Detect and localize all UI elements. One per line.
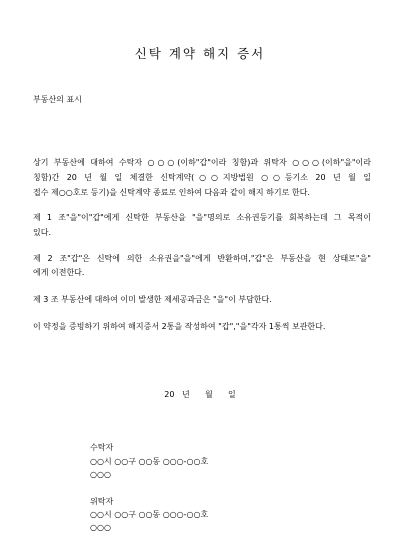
article-1-line-1: 제 1 조"을"이"갑"에게 신탁한 부동산을 "을"명의로 소유권등기를 회복하는데 그 목적이 (33, 213, 371, 222)
trustor-address: ○○시 ○○구 ○○동 ○○○-○○호 (90, 510, 209, 519)
trustee-label: 수탁자 (90, 443, 114, 452)
trustee-address: ○○시 ○○구 ○○동 ○○○-○○호 (90, 457, 209, 466)
intro-line-3: 접수 제○○호로 등기)을 신탁계약 종료로 인하여 다음과 같이 해지 하기로 한다. (33, 188, 310, 197)
trustor-label: 위탁자 (90, 497, 114, 506)
document-title: 신탁 계약 해지 증서 (134, 46, 266, 61)
trustee-name: ○○○ (90, 470, 111, 479)
article-2-line-1: 제 2 조"갑"은 신탁에 의한 소유권을"을"에게 반환하며,"갑"은 부동산을 현 상태로"을" (33, 254, 371, 263)
trustor-name: ○○○ (90, 523, 111, 532)
article-2-line-2: 에게 이전한다. (33, 268, 85, 277)
intro-line-1: 상기 부동산에 대하여 수탁자 ○○○(이하"갑"이라 칭함)과 위탁자 ○○○(이하"을"이라 (33, 158, 371, 167)
article-3: 제 3 조 부동산에 대하여 이미 발생한 제세공과금은 "을"이 부담한다. (33, 295, 272, 304)
property-label: 부동산의 표시 (33, 95, 82, 104)
article-1-line-2: 있다. (33, 228, 51, 237)
intro-line-2: 칭함)간 20 년 월 일 체결한 신탁계약(○○지방법원 ○○등기소 20 년 월 일 (33, 173, 371, 182)
contract-date: 20 년 월 일 (164, 390, 236, 399)
closing-statement: 이 약정을 증빙하기 위하여 해지증서 2통을 작성하여 "갑","을"각자 1통씩 보관한다. (33, 322, 326, 331)
